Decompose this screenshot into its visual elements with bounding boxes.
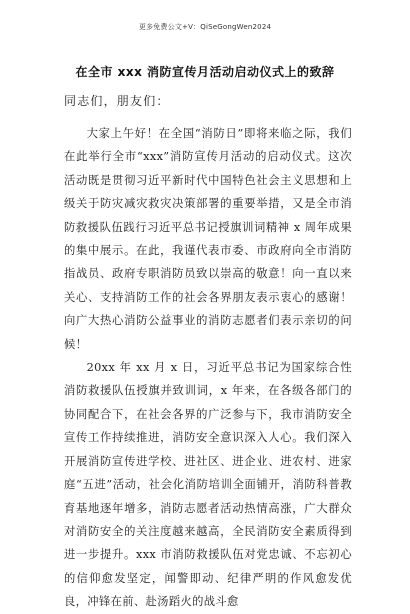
- paragraph-1: 大家上午好！在全国“消防日”即将来临之际，我们在此举行全市“xxx”消防宣传月活动的启动仪式。这次活动既是贯彻习近平新时代中国特色社会主义思想和上级关于防灾减灾救灾决策部署的重要举措，又是全市消防救援队伍践行习近平总书记授旗训词精神 x 周年成果的集中展示。在此，我谨代表市委、市政府向全市消防指战员、政府专职消防员致以崇高的敬意！向一直以来关心、支持消防工作的社会各界朋友表示衷心的感谢！向广大热心消防公益事业的消防志愿者们表示亲切的问候！: [64, 127, 352, 351]
- document-title: 在全市 xxx 消防宣传月活动启动仪式上的致辞: [75, 65, 335, 79]
- header-note: 更多免费公文+V：QiSeGongWen2024: [138, 23, 272, 31]
- paragraph-2: 20xx 年 xx 月 x 日，习近平总书记为国家综合性消防救援队伍授旗并致训词，x 年来，在各级各部门的协同配合下，在社会各界的广泛参与下，我市消防安全宣传工作持续推进，消防安全意识深入人心。我们深入开展消防宣传进学校、进社区、进企业、进农村、进家庭“五进”活动，社会化消防培训全面铺开，消防科普教育基地逐年增多，消防志愿者活动热情高涨，广大群众对消防安全的关注度越来越高，全民消防安全素质得到进一步提升。xxx 市消防救援队伍对党忠诚、不忘初心的信仰愈发坚定，闻警即动、纪律严明的作风愈发优良，冲锋在前、赴汤蹈火的战斗愈: [64, 361, 352, 609]
- salutation: 同志们，朋友们：: [64, 94, 170, 108]
- document-body: [64, 122, 352, 614]
